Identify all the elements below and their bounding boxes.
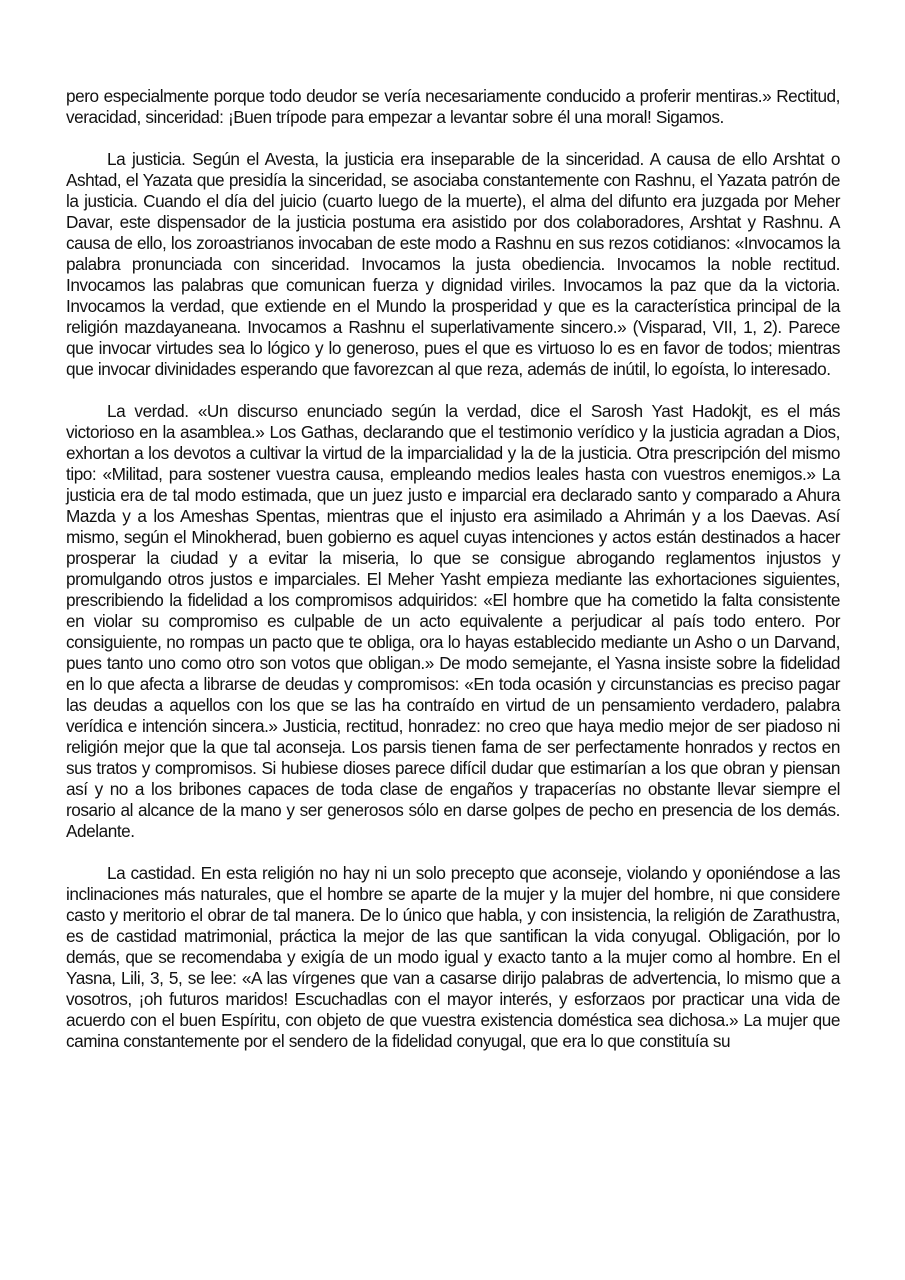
paragraph-la-justicia: La justicia. Según el Avesta, la justicia era inseparable de la sinceridad. A causa de ello Arshtat o Ashtad, el Yazata que presidía la sinceridad, se asociaba constantemente con Rashnu, el Yazata patrón de la justicia. Cuando el día del juicio (cuarto luego de la muerte), el alma del difunto era juzgada por Meher Davar, este dispensador de la justicia postuma era asistido por dos colaboradores, Arshtat y Rashnu. A causa de ello, los zoroastrianos invocaban de este modo a Rashnu en sus rezos cotidianos: «Invocamos la palabra pronunciada con sinceridad. Invocamos la justa obediencia. Invocamos la noble rectitud. Invocamos las palabras que comunican fuerza y dignidad viriles. Invocamos la paz que da la victoria. Invocamos la verdad, que extiende en el Mundo la prosperidad y que es la característica principal de la religión mazdayaneana. Invocamos a Rashnu el superlativamente sincero.» (Visparad, VII, 1, 2). Parece que invocar virtudes sea lo lógico y lo generoso, pues el que es virtuoso lo es en favor de todos; mientras que invocar divinidades esperando que favorezcan al que reza, además de inútil, lo egoísta, lo interesado. xyxy=(66,149,840,379)
paragraph-la-castidad: La castidad. En esta religión no hay ni un solo precepto que aconseje, violando y oponiéndose a las inclinaciones más naturales, que el hombre se aparte de la mujer y la mujer del hombre, ni que considere casto y meritorio el obrar de tal manera. De lo único que habla, y con insistencia, la religión de Zarathustra, es de castidad matrimonial, práctica la mejor de las que santifican la vida conyugal. Obligación, por lo demás, que se recomendaba y exigía de un modo igual y exacto tanto a la mujer como al hombre. En el Yasna, Lili, 3, 5, se lee: «A las vírgenes que van a casarse dirijo palabras de advertencia, lo mismo que a vosotros, ¡oh futuros maridos! Escuchadlas con el mayor interés, y esforzaos por practicar una vida de acuerdo con el buen Espíritu, con objeto de que vuestra existencia doméstica sea dichosa.» La mujer que camina constantemente por el sendero de la fidelidad conyugal, que era lo que constituía su xyxy=(66,863,840,1051)
document-page xyxy=(66,86,840,1073)
paragraph-continuation: pero especialmente porque todo deudor se vería necesariamente conducido a proferir mentiras.» Rectitud, veracidad, sinceridad: ¡Buen trípode para empezar a levantar sobre él una moral! Sigamos. xyxy=(66,86,840,127)
paragraph-la-verdad: La verdad. «Un discurso enunciado según la verdad, dice el Sarosh Yast Hadokjt, es el más victorioso en la asamblea.» Los Gathas, declarando que el testimonio verídico y la justicia agradan a Dios, exhortan a los devotos a cultivar la virtud de la imparcialidad y la de la justicia. Otra prescripción del mismo tipo: «Militad, para sostener vuestra causa, empleando medios leales hasta con vuestros enemigos.» La justicia era de tal modo estimada, que un juez justo e imparcial era declarado santo y comparado a Ahura Mazda y a los Ameshas Spentas, mientras que el injusto era asimilado a Ahrimán y a los Daevas. Así mismo, según el Minokherad, buen gobierno es aquel cuyas intenciones y actos están destinados a hacer prosperar la ciudad y a evitar la miseria, lo que se consigue abrogando reglamentos injustos y promulgando otros justos e imparciales. El Meher Yasht empieza mediante las exhortaciones siguientes, prescribiendo la fidelidad a los compromisos adquiridos: «El hombre que ha cometido la falta consistente en violar su compromiso es culpable de un acto equivalente a perjudicar al país todo entero. Por consiguiente, no rompas un pacto que te obliga, ora lo hayas establecido mediante un Asho o un Darvand, pues tanto uno como otro son votos que obligan.» De modo semejante, el Yasna insiste sobre la fidelidad en lo que afecta a librarse de deudas y compromisos: «En toda ocasión y circunstancias es preciso pagar las deudas a aquellos con los que se las ha contraído en virtud de un pensamiento verdadero, palabra verídica e intención sincera.» Justicia, rectitud, honradez: no creo que haya medio mejor de ser piadoso ni religión mejor que la que tal aconseja. Los parsis tienen fama de ser perfectamente honrados y rectos en sus tratos y compromisos. Si hubiese dioses parece difícil dudar que estimarían a los que obran y piensan así y no a los bribones capaces de toda clase de engaños y trapacerías no obstante llevar siempre el rosario al alcance de la mano y ser generosos sólo en darse golpes de pecho en presencia de los demás. Adelante. xyxy=(66,401,840,841)
